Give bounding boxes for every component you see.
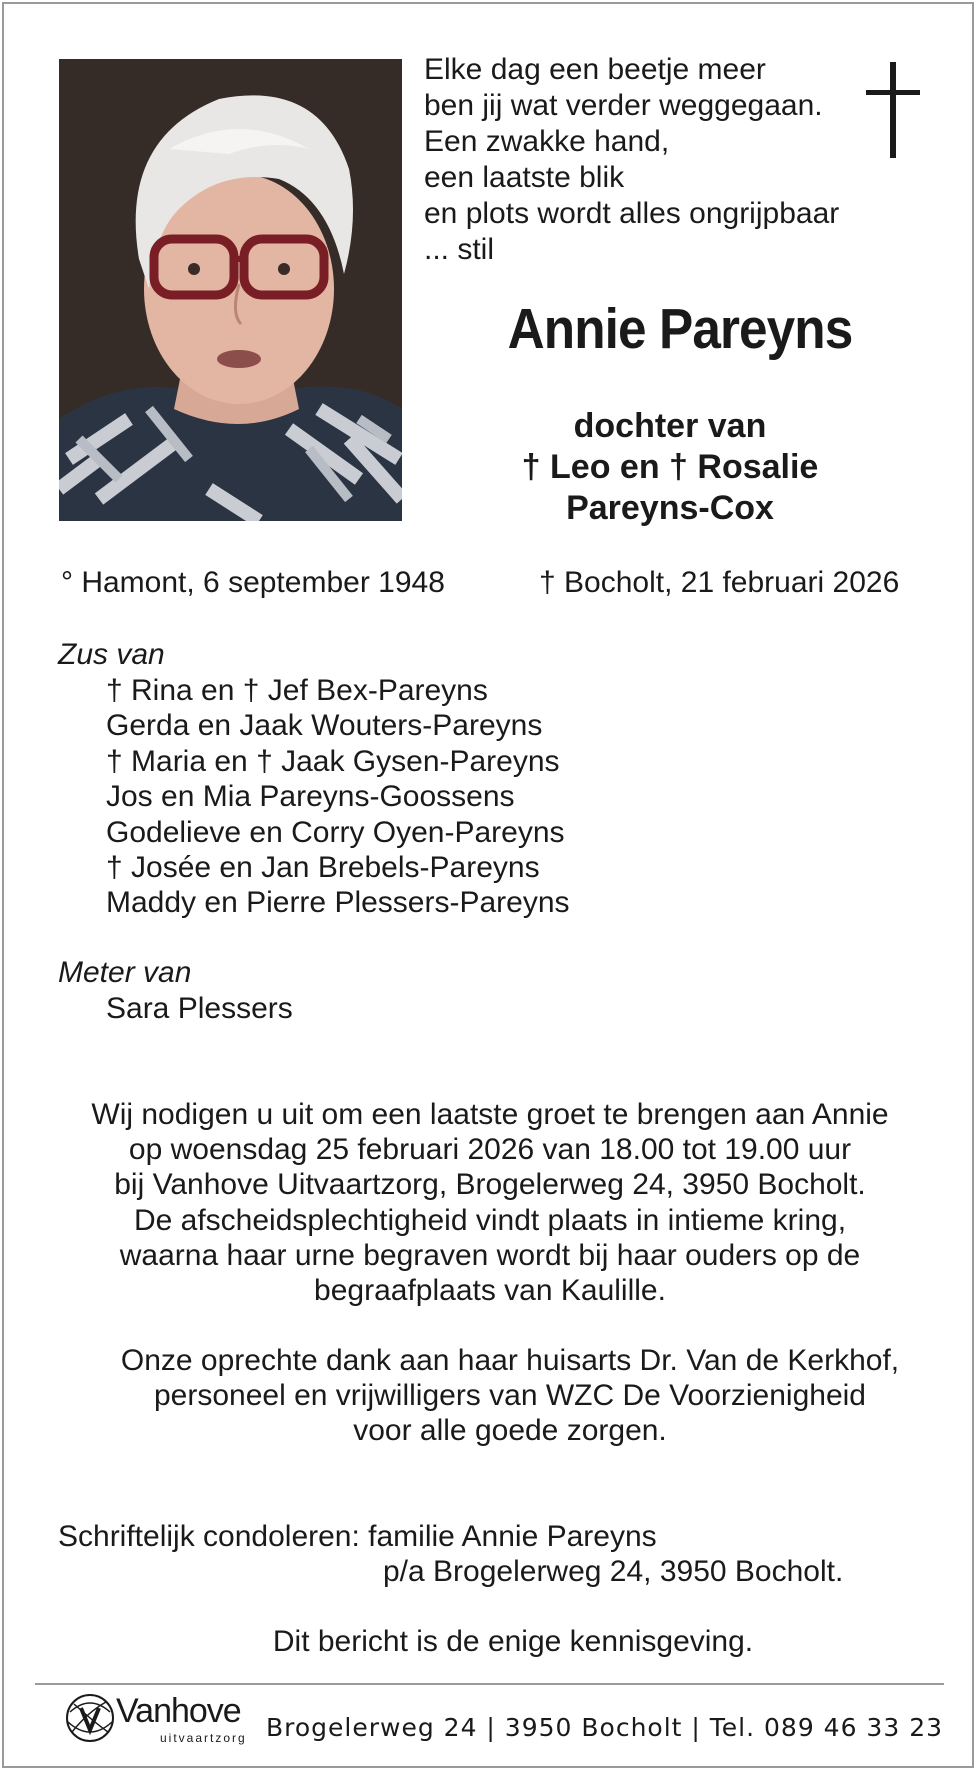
poem-line: ben jij wat verder weggegaan.: [424, 89, 823, 122]
condolence-line: Schriftelijk condoleren: familie Annie Pareyns: [58, 1520, 657, 1553]
parents-line: dochter van: [573, 407, 767, 445]
list-item: Sara Plessers: [106, 992, 293, 1025]
birth-date: ° Hamont, 6 september 1948: [61, 566, 445, 599]
invitation-line: De afscheidsplechtigheid vindt plaats in intieme kring,: [133, 1203, 847, 1237]
list-item: Godelieve en Corry Oyen-Pareyns: [106, 815, 565, 849]
portrait-photo: [59, 59, 402, 521]
godchild-list: [106, 991, 293, 1026]
invitation-line: bij Vanhove Uitvaartzorg, Brogelerweg 24, 3950 Bocholt.: [114, 1168, 866, 1202]
thanks-line: personeel en vrijwilligers van WZC De Voorzienigheid: [154, 1379, 866, 1413]
invitation-line: begraafplaats van Kaulille.: [314, 1274, 666, 1308]
invitation-text: [40, 1097, 940, 1308]
list-item: † Rina en † Jef Bex-Pareyns: [106, 674, 488, 707]
footer-divider: [35, 1683, 944, 1685]
poem-line: ... stil: [424, 233, 495, 266]
vanhove-logo-subtitle: uitvaartzorg: [160, 1731, 247, 1745]
cross-icon: [863, 62, 923, 162]
poem-line: Een zwakke hand,: [424, 125, 670, 158]
invitation-line: Wij nodigen u uit om een laatste groet te brengen aan Annie: [91, 1098, 889, 1131]
deceased-name: Annie Pareyns: [507, 297, 853, 361]
condolence-address: p/a Brogelerweg 24, 3950 Bocholt.: [383, 1555, 844, 1588]
list-item: Gerda en Jaak Wouters-Pareyns: [106, 709, 543, 743]
thanks-text: [60, 1343, 960, 1449]
parents-line: † Leo en † Rosalie: [521, 448, 819, 486]
siblings-list: [106, 673, 570, 921]
death-date: † Bocholt, 21 februari 2026: [539, 566, 900, 599]
poem-line: Elke dag een beetje meer: [424, 53, 766, 86]
list-item: Jos en Mia Pareyns-Goossens: [106, 780, 515, 814]
poem: [424, 52, 839, 268]
thanks-line: voor alle goede zorgen.: [353, 1414, 667, 1448]
list-item: † Maria en † Jaak Gysen-Pareyns: [106, 744, 560, 778]
parents-block: [470, 406, 870, 529]
invitation-line: op woensdag 25 februari 2026 van 18.00 tot 19.00 uur: [128, 1133, 852, 1167]
vanhove-logo-icon: [64, 1692, 116, 1744]
vanhove-logo-name: Vanhove: [116, 1692, 241, 1730]
footer-contact: Brogelerweg 24 | 3950 Bocholt | Tel. 089 46 33 23: [266, 1713, 944, 1742]
siblings-label: Zus van: [58, 638, 165, 671]
godchild-label: Meter van: [58, 956, 192, 989]
list-item: † Josée en Jan Brebels-Pareyns: [106, 851, 540, 885]
poem-line: een laatste blik: [424, 161, 625, 194]
invitation-line: waarna haar urne begraven wordt bij haar ouders op de: [119, 1238, 861, 1272]
parents-line: Pareyns-Cox: [566, 489, 774, 527]
notice-text: Dit bericht is de enige kennisgeving.: [272, 1625, 754, 1658]
poem-line: en plots wordt alles ongrijpbaar: [424, 197, 840, 230]
list-item: Maddy en Pierre Plessers-Pareyns: [106, 886, 570, 920]
thanks-line: Onze oprechte dank aan haar huisarts Dr. Van de Kerkhof,: [120, 1344, 900, 1377]
